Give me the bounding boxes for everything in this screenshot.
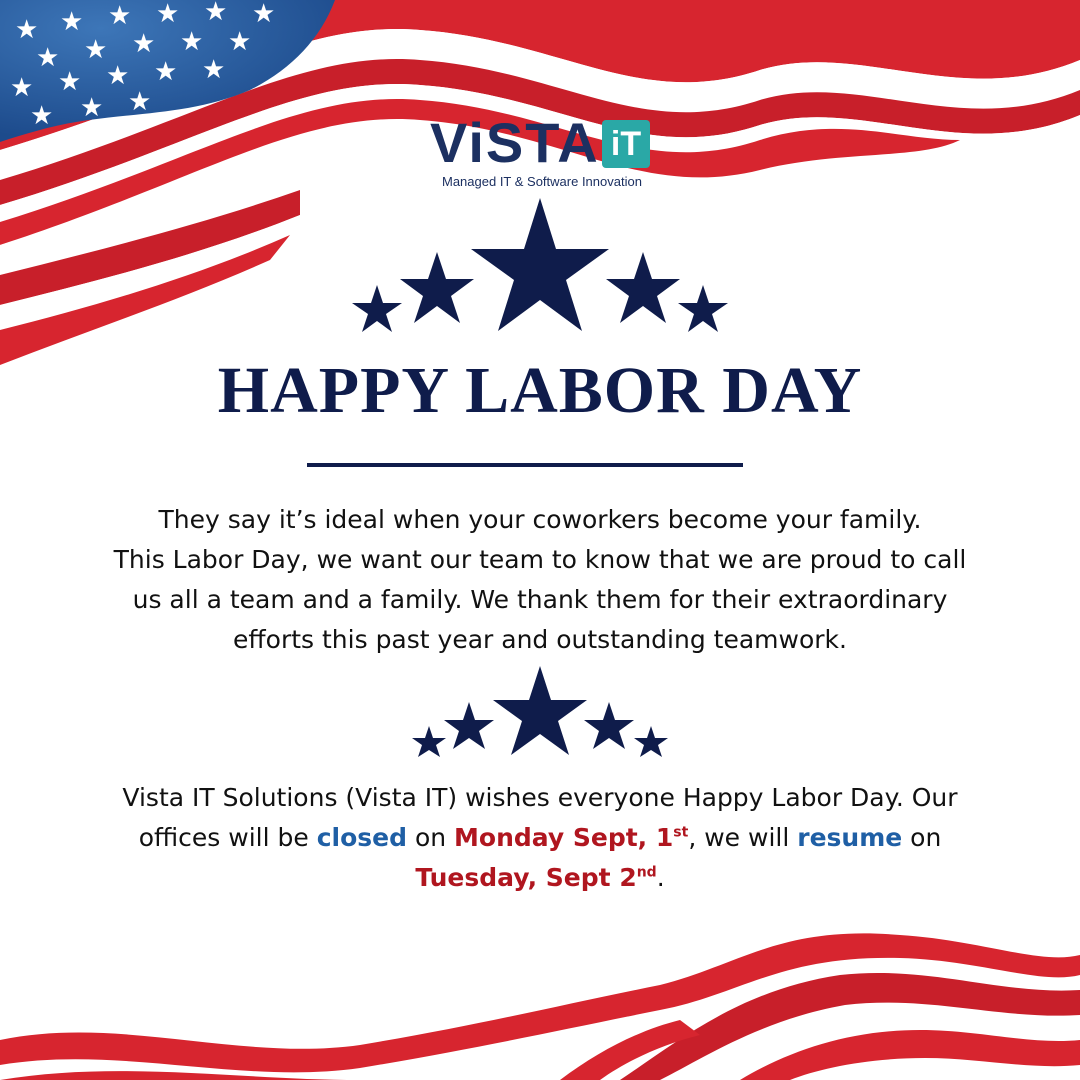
closed-date-text: Monday Sept, 1 bbox=[454, 823, 674, 852]
svg-text:★: ★ bbox=[58, 67, 82, 97]
notice-text: on bbox=[414, 823, 447, 852]
svg-text:★: ★ bbox=[30, 101, 54, 131]
svg-text:★: ★ bbox=[154, 57, 178, 87]
star-icon bbox=[606, 252, 680, 323]
notice-text: on bbox=[910, 823, 942, 852]
headline: HAPPY LABOR DAY bbox=[217, 354, 863, 427]
notice-period: . bbox=[656, 863, 665, 892]
logo-tagline: Managed IT & Software Innovation bbox=[442, 174, 642, 189]
star-icon bbox=[634, 726, 668, 757]
star-icon bbox=[471, 198, 609, 331]
svg-text:★: ★ bbox=[132, 29, 156, 59]
notice-text: , we will bbox=[688, 823, 790, 852]
svg-text:★: ★ bbox=[252, 0, 276, 29]
resume-word: resume bbox=[797, 823, 903, 852]
svg-text:★: ★ bbox=[228, 27, 252, 57]
closed-word: closed bbox=[316, 823, 407, 852]
resume-date-suffix: nd bbox=[636, 864, 657, 881]
closed-date-suffix: st bbox=[673, 824, 689, 841]
star-icon bbox=[493, 666, 587, 755]
svg-text:★: ★ bbox=[204, 0, 228, 27]
message-line: efforts this past year and outstanding teamwork. bbox=[233, 625, 847, 654]
resume-date-text: Tuesday, Sept 2 bbox=[415, 863, 637, 892]
logo-badge: iT bbox=[602, 120, 650, 168]
svg-text:★: ★ bbox=[202, 55, 226, 85]
message-line: They say it’s ideal when your coworkers become your family. bbox=[158, 505, 922, 534]
svg-text:★: ★ bbox=[60, 7, 84, 37]
svg-text:★: ★ bbox=[15, 15, 39, 45]
resume-date bbox=[415, 863, 656, 892]
star-icon bbox=[400, 252, 474, 323]
star-icon bbox=[352, 285, 402, 332]
star-icon bbox=[412, 726, 446, 757]
star-group-top bbox=[0, 190, 1080, 340]
svg-text:★: ★ bbox=[80, 93, 104, 123]
message-paragraph bbox=[80, 500, 1000, 660]
svg-text:★: ★ bbox=[128, 87, 152, 117]
star-icon bbox=[444, 702, 494, 749]
logo-wordmark: ViSTA bbox=[430, 111, 600, 174]
notice-text: Vista IT Solutions (Vista IT) wishes everyone Happy Labor Day. Our offices will be bbox=[122, 783, 958, 852]
divider-line bbox=[307, 463, 743, 467]
star-icon bbox=[678, 285, 728, 332]
svg-text:★: ★ bbox=[84, 35, 108, 65]
star-group-middle bbox=[0, 662, 1080, 762]
closed-date bbox=[454, 823, 688, 852]
svg-text:★: ★ bbox=[106, 61, 130, 91]
svg-text:★: ★ bbox=[156, 0, 180, 29]
office-notice bbox=[80, 778, 1000, 898]
star-icon bbox=[584, 702, 634, 749]
svg-text:★: ★ bbox=[180, 27, 204, 57]
svg-text:★: ★ bbox=[36, 43, 60, 73]
svg-text:★: ★ bbox=[10, 73, 34, 103]
vista-it-logo bbox=[390, 110, 690, 190]
svg-text:★: ★ bbox=[108, 1, 132, 31]
message-line: This Labor Day, we want our team to know that we are proud to call bbox=[113, 545, 967, 574]
message-line: us all a team and a family. We thank them for their extraordinary bbox=[132, 585, 948, 614]
